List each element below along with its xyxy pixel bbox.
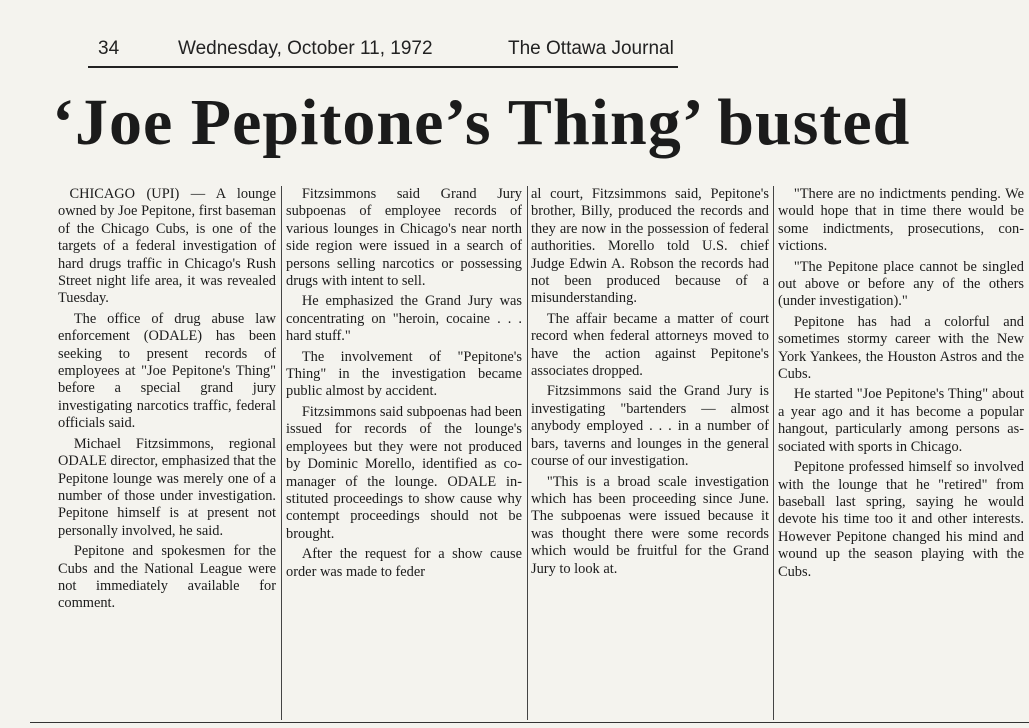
newspaper-name: The Ottawa Journal <box>508 38 674 59</box>
column-rule <box>281 186 282 720</box>
issue-date: Wednesday, October 11, 1972 <box>178 38 433 59</box>
paragraph: The office of drug abuse law enforcement (ODALE) has been seeking to present records of employees at "Joe Pepitone's Thing" before a special grand jury investigating narcotics traffic, federal officials said. <box>58 310 276 432</box>
masthead <box>98 34 678 66</box>
paragraph: He emphasized the Grand Jury was concentrating on "heroin, cocaine . . . hard stuff." <box>286 293 522 345</box>
paragraph: "There are no indictments pending. We would hope that in time there would be some indictments, prosecutions, convictions. <box>778 186 1024 255</box>
article-headline: ‘Joe Pepitone’s Thing’ busted <box>52 86 911 159</box>
paragraph: He started "Joe Pepitone's Thing" about a year ago and it has become a popular hangout, particularly among persons associated with sports in Chicago. <box>778 386 1024 455</box>
bottom-rule <box>30 722 1029 723</box>
article-body <box>58 186 1024 720</box>
article-column-1 <box>58 186 276 720</box>
paragraph: Fitzsimmons said Grand Jury subpoenas of employee records of various lounges in Chicago's near north side region were issued in a search of persons selling narcotics or possessing drugs with intent to sell. <box>286 186 522 290</box>
article-column-2 <box>286 186 522 720</box>
article-column-3 <box>531 186 769 720</box>
paragraph: Fitzsimmons said subpoenas had been issued for records of the lounge's employees but they were not produced by Dominic Morello, identified as co-manager of the lounge. ODALE instituted proceedings to show cause why contempt proceedings should not be brought. <box>286 403 522 542</box>
paragraph: Pepitone and spokesmen for the Cubs and the National League were not immediately available for comment. <box>58 543 276 612</box>
paragraph: "This is a broad scale investigation which has been proceeding since June. The subpoenas were issued because it was thought there were some records which would be fruitful for the Grand Jury to look at. <box>531 473 769 577</box>
paragraph: The affair became a matter of court record when federal attorneys moved to have the action against Pepitone's associates dropped. <box>531 310 769 380</box>
masthead-rule <box>88 66 678 68</box>
page-number: 34 <box>98 38 120 59</box>
paragraph: Fitzsimmons said the Grand Jury is investigating "bartenders — almost anybody employed . . . in a number of bars, taverns and lounges in the general course of our investigation. <box>531 383 769 470</box>
paragraph: After the request for a show cause order was made to feder <box>286 546 522 580</box>
paragraph: The involvement of "Pepitone's Thing" in the investigation became public almost by accident. <box>286 348 522 400</box>
paragraph: al court, Fitzsimmons said, Pepitone's brother, Billy, produced the records and they are now in the possession of federal authorities. Morello told U.S. chief Judge Edwin A. Robson the records had not been produced because of a misunderstanding. <box>531 186 769 307</box>
column-rule <box>527 186 528 720</box>
paragraph: CHICAGO (UPI) — A lounge owned by Joe Pepitone, first baseman of the Chicago Cubs, is one of the targets of a federal investigation of hard drugs traffic in Chicago's Rush Street night life area, it was revealed Tuesday. <box>58 186 276 307</box>
paragraph: Pepitone professed himself so involved with the lounge that he "retired" from baseball last spring, saying he would devote his time too it and other interests. However Pepitone changed his mind and wound up the season playing with the Cubs. <box>778 459 1024 580</box>
paragraph: "The Pepitone place cannot be singled out above or before any of the others (under investigation)." <box>778 258 1024 310</box>
paragraph: Michael Fitzsimmons, regional ODALE director, emphasized that the Pepitone lounge was merely one of a number of those under investigation. Pepitone himself is at present not personally involved, he said. <box>58 435 276 539</box>
paragraph: Pepitone has had a colorful and sometimes stormy career with the New York Yankees, the Houston Astros and the Cubs. <box>778 313 1024 383</box>
column-rule <box>773 186 774 720</box>
article-column-4 <box>778 186 1024 720</box>
